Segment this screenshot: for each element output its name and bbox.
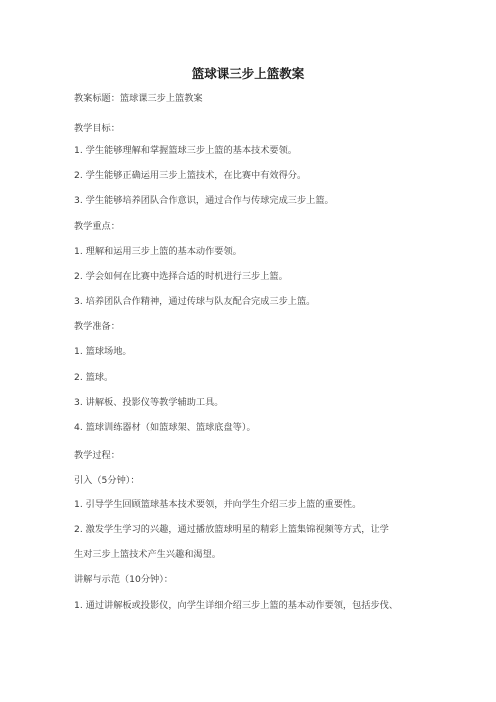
list-item: 2. 学会如何在比赛中选择合适的时机进行三步上篮。: [74, 271, 288, 282]
section-heading: 教学准备：: [74, 321, 120, 332]
list-item: 2. 学生能够正确运用三步上篮技术，在比赛中有效得分。: [74, 170, 307, 181]
subsection-heading: 讲解与示范（10分钟）：: [74, 574, 173, 585]
list-item: 1. 学生能够理解和掌握篮球三步上篮的基本技术要领。: [74, 145, 297, 156]
document-title: 篮球课三步上篮教案: [191, 66, 305, 81]
list-item: 3. 学生能够培养团队合作意识，通过合作与传球完成三步上篮。: [74, 195, 334, 206]
list-item: 4. 篮球训练器材（如篮球架、篮球底盘等）。: [74, 422, 256, 433]
list-item: 2. 激发学生学习的兴趣，通过播放篮球明星的精彩上篮集锦视频等方式，让学: [74, 524, 389, 535]
list-item: 1. 通过讲解板或投影仪，向学生详细介绍三步上篮的基本动作要领，包括步伐、: [74, 600, 399, 611]
list-item: 2. 篮球。: [74, 372, 114, 383]
lesson-title-line: 教案标题：篮球课三步上篮教案: [74, 93, 203, 104]
list-item: 3. 培养团队合作精神，通过传球与队友配合完成三步上篮。: [74, 296, 316, 307]
section-heading: 教学重点：: [74, 221, 120, 232]
list-item: 1. 引导学生回顾篮球基本技术要领，并向学生介绍三步上篮的重要性。: [74, 499, 362, 510]
list-item: 1. 篮球场地。: [74, 346, 132, 357]
list-item: 1. 理解和运用三步上篮的基本动作要领。: [74, 246, 242, 257]
section-heading: 教学过程：: [74, 450, 120, 461]
section-heading: 教学目标：: [74, 123, 120, 134]
list-item: 3. 讲解板、投影仪等教学辅助工具。: [74, 397, 224, 408]
list-item-continuation: 生对三步上篮技术产生兴趣和渴望。: [74, 549, 221, 560]
subsection-heading: 引入（5分钟）：: [74, 475, 140, 486]
